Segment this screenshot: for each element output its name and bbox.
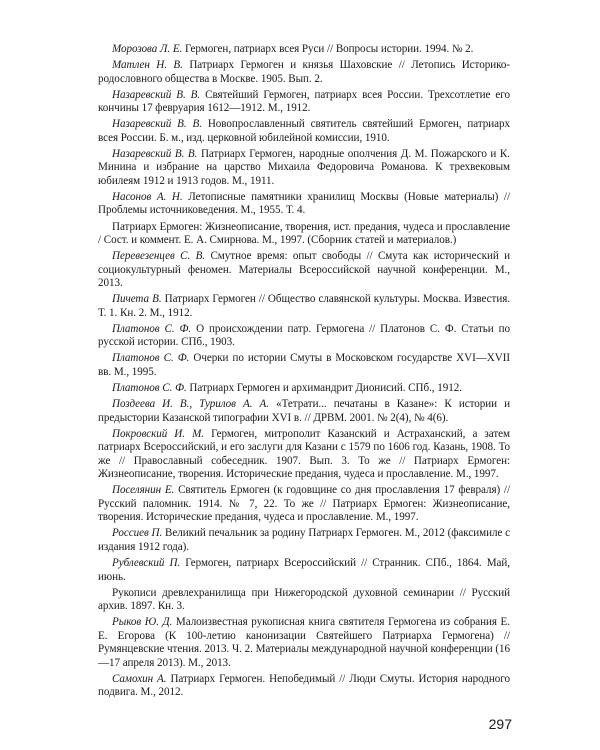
- entry-author: Платонов С. Ф.: [112, 352, 190, 365]
- entry-text: Очерки по истории Смуты в Московском государстве XVI—XVII вв. М., 1995.: [98, 352, 510, 378]
- bibliography-entry: [98, 293, 510, 320]
- entry-text: Патриарх Гермоген. Непобедимый // Люди Смуты. История народного подвига. М., 2012.: [98, 672, 511, 699]
- entry-text: Рукописи древлехранилища при Нижегородской духовной семинарии // Русский архив. 1897. Кн. 3.: [98, 586, 510, 613]
- bibliography-entry: [98, 221, 510, 248]
- bibliography-list: [98, 43, 510, 702]
- bibliography-entry: [98, 250, 510, 291]
- bibliography-entry: [98, 398, 510, 425]
- page-number: 297: [488, 716, 512, 732]
- bibliography-entry: [98, 323, 510, 350]
- entry-author: Самохин А.: [112, 672, 167, 685]
- bibliography-entry: [98, 587, 510, 614]
- entry-author: Матлен Н. В.: [112, 59, 183, 72]
- entry-text: Патриарх Гермоген // Общество славянской культуры. Москва. Известия. Т. 1. Кн. 2. М., 1912.: [98, 293, 511, 319]
- entry-author: Рыков Ю. Д.: [112, 616, 173, 629]
- entry-text: Патриарх Гермоген и князья Шаховские // Летопись Историко-родословного общества в Москве. 1905. Вып. 2.: [98, 59, 510, 85]
- entry-author: Назаревский В. В.: [112, 147, 198, 160]
- entry-text: Гермоген, патриарх всея Руси // Вопросы истории. 1994. № 2.: [185, 43, 474, 55]
- entry-text: Святитель Ермоген (к годовщине со дня прославления 17 февраля) // Русский паломник. 1914. № 7, 22. То же // Патриарх Ермоген: Жизнеописание, творения. Исторические предания, чудеса и прославление. М., 1997.: [98, 484, 511, 524]
- entry-text: Гермоген, патриарх Всероссийский // Странник. СПб., 1864. Май, июнь.: [98, 557, 510, 583]
- entry-text: Патриарх Гермоген, народные ополчения Д. М. Пожарского и К. Минина и избрание на царство Михаила Федоровича Романова. К трехвековым юбилеям 1912 и 1913 годов. М., 1911.: [98, 147, 511, 187]
- bibliography-entry: [98, 148, 510, 189]
- bibliography-entry: [98, 59, 510, 86]
- bibliography-entry: [98, 673, 510, 700]
- entry-author: Морозова Л. Е.: [112, 43, 183, 55]
- entry-author: Поздеева И. В., Турилов А. А.: [112, 398, 269, 411]
- entry-author: Рублевский П.: [112, 557, 181, 569]
- entry-text: Летописные памятники хранилищ Москвы (Новые материалы) // Проблемы источниковедения. М., 1955. Т. 4.: [98, 190, 510, 217]
- bibliography-entry: [98, 616, 510, 670]
- entry-text: «Тетрати... печатаны в Казане»: К истории и предыстории Казанской типографии XVI в. // ДРВМ. 2001. № 2(4), № 4(6).: [98, 398, 510, 424]
- entry-text: Великий печальник за родину Патриарх Гермоген. М., 2012 (факсимиле с издания 1912 года).: [98, 527, 511, 553]
- entry-author: Покровский И. М.: [112, 427, 204, 440]
- entry-author: Платонов С. Ф.: [112, 382, 187, 395]
- entry-text: Смутное время: опыт свободы // Смута как исторический и социокультурный феномен. Материалы Всероссийской научной конференции. М., 2013.: [98, 250, 510, 290]
- entry-author: Поселянин Е.: [112, 484, 175, 497]
- bibliography-entry: [98, 191, 510, 218]
- bibliography-entry: [98, 118, 510, 145]
- bibliography-entry: [98, 43, 510, 57]
- bibliography-entry: [98, 428, 510, 482]
- bibliography-entry: [98, 352, 510, 379]
- entry-text: О происхождении патр. Гермогена // Платонов С. Ф. Статьи по русской истории. СПб., 1903.: [98, 322, 511, 349]
- entry-author: Насонов А. Н.: [112, 190, 183, 203]
- entry-text: Патриарх Гермоген и архимандрит Дионисий. СПб., 1912.: [189, 382, 462, 395]
- bibliography-entry: [98, 484, 510, 525]
- entry-author: Россиев П.: [112, 527, 163, 540]
- entry-author: Платонов С. Ф.: [112, 322, 192, 335]
- entry-author: Пичета В.: [112, 293, 162, 306]
- entry-text: Малоизвестная рукописная книга святителя Гермогена из собрания Е. Е. Егорова (К 100-летию канонизации Святейшего Патриарха Гермогена) // Румянцевские чтения. 2013. Ч. 2. Материалы международной научной конференции (16—17 апреля 2013). М., 2013.: [98, 616, 510, 669]
- entry-author: Назаревский В. В.: [112, 88, 201, 101]
- bibliography-entry: [98, 89, 510, 116]
- entry-text: Гермоген, митрополит Казанский и Астраханский, а затем патриарх Всероссийский, и его заслуги для Казани с 1579 по 1606 год. Казань, 1908. То же // Православный собеседник. 1907. Вып. 3. То же // Патриарх Ермоген: Жизнеописание, творения. Исторические предания, чудеса и прославление. М., 1997.: [98, 427, 510, 481]
- bibliography-entry: [98, 527, 510, 554]
- entry-text: Новопрославленный святитель святейший Ермоген, патриарх всея России. Б. м., изд. церковной юбилейной комиссии, 1910.: [98, 118, 511, 144]
- entry-author: Назаревский В. В.: [112, 118, 202, 131]
- entry-text: Патриарх Ермоген: Жизнеописание, творения, ист. предания, чудеса и прославление / Сост. и коммент. Е. А. Смирнова. М., 1997. (Сборник статей и материалов.): [98, 220, 510, 247]
- bibliography-entry: [98, 382, 510, 396]
- bibliography-entry: [98, 557, 510, 584]
- entry-text: Святейший Гермоген, патриарх всея России. Трехсотлетие его кончины 17 февруария 1612—1912. М., 1912.: [98, 88, 511, 115]
- entry-author: Перевезенцев С. В.: [112, 250, 206, 263]
